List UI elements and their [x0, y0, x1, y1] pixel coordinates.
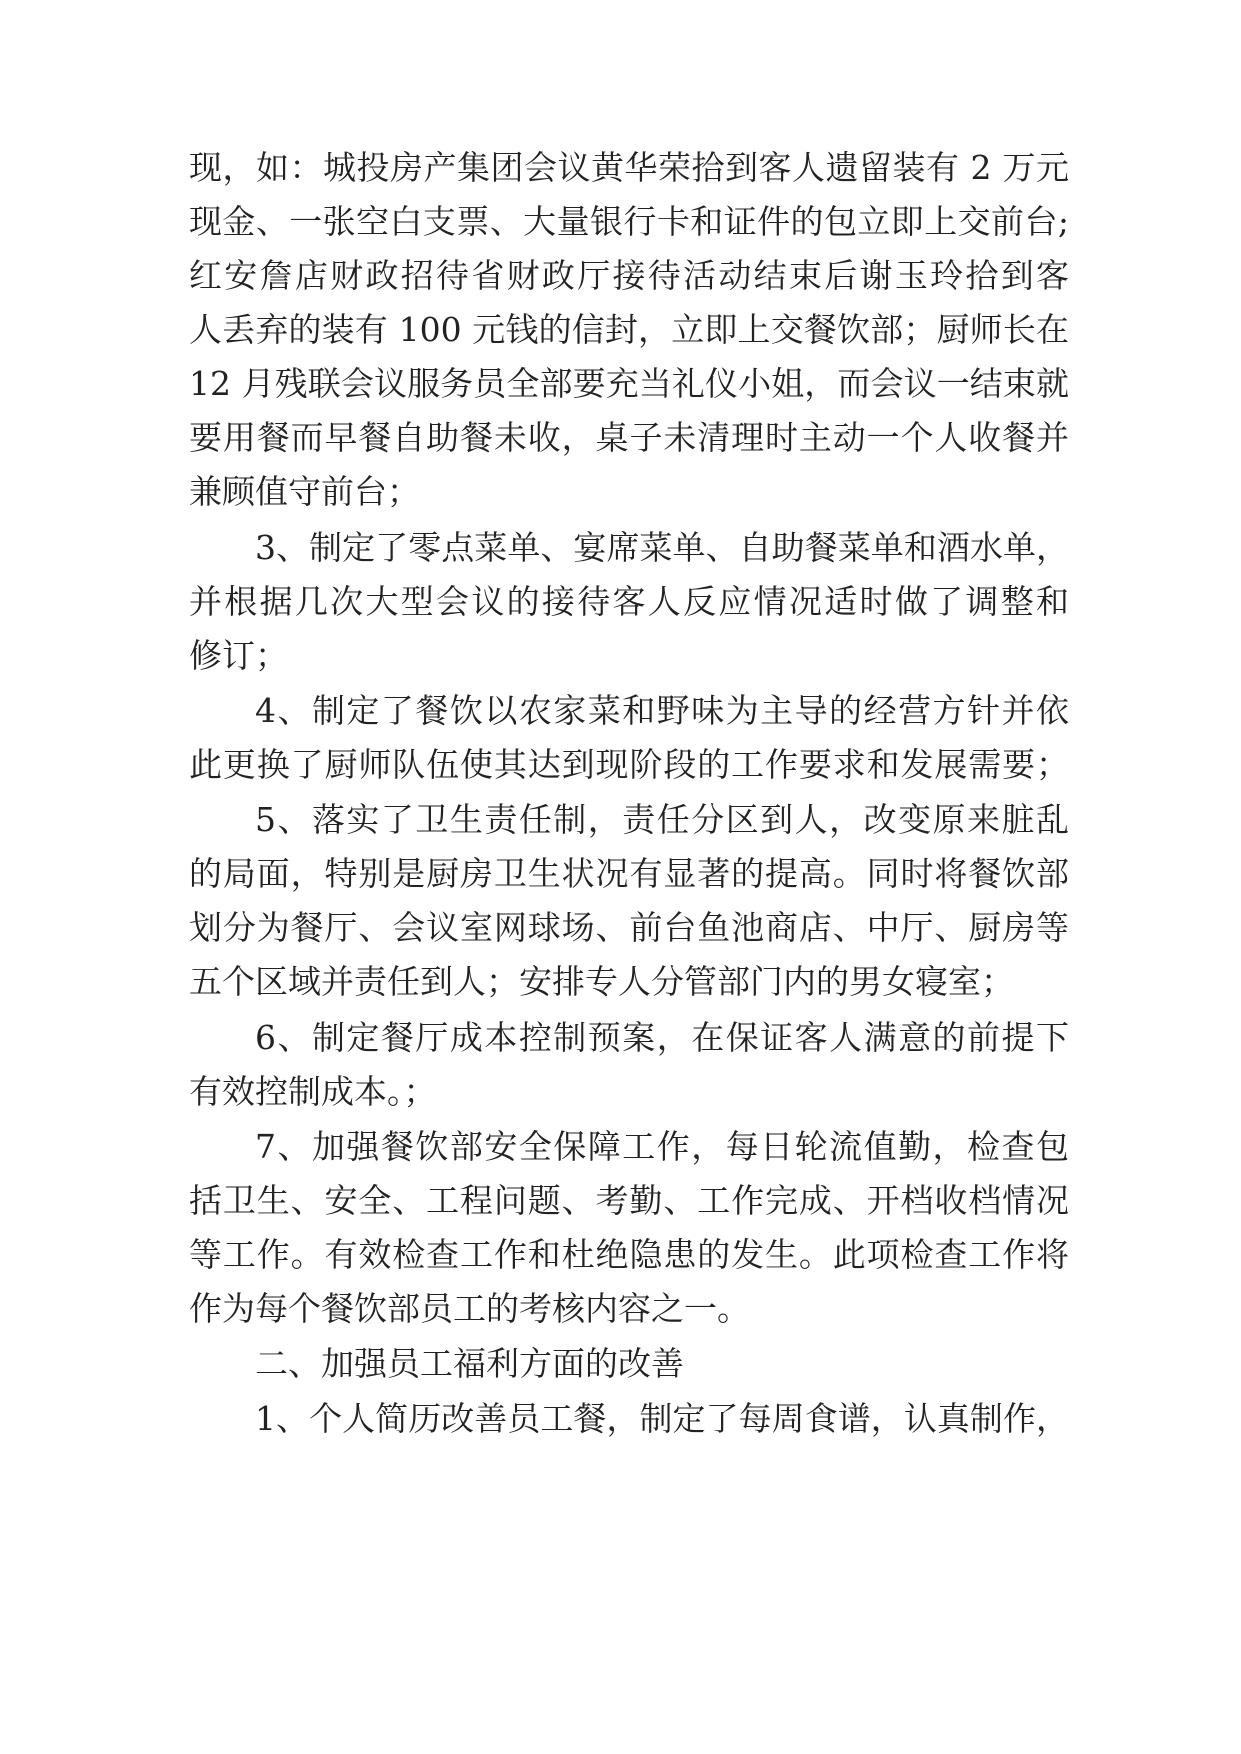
text-line: 并根据几次大型会议的接待客人反应情况适时做了调整和 — [189, 582, 1069, 621]
paragraph-6-line: 6、制定餐厅成本控制预案，在保证客人满意的前提下 — [255, 1018, 1069, 1057]
text-line: 括卫生、安全、工程问题、考勤、工作完成、开档收档情况 — [189, 1181, 1069, 1220]
text-line: 现，如：城投房产集团会议黄华荣拾到客人遗留装有 2 万元 — [189, 148, 1069, 187]
paragraph-3-line: 3、制定了零点菜单、宴席菜单、自助餐菜单和酒水单， — [255, 528, 1069, 567]
text-line: 等工作。有效检查工作和杜绝隐患的发生。此项检查工作将 — [189, 1235, 1069, 1274]
text-line: 的局面，特别是厨房卫生状况有显著的提高。同时将餐饮部 — [189, 854, 1069, 893]
paragraph-1-line: 1、个人简历改善员工餐，制定了每周食谱，认真制作， — [255, 1399, 1069, 1438]
text-line: 此更换了厨师队伍使其达到现阶段的工作要求和发展需要； — [189, 745, 1069, 784]
text-line: 划分为餐厅、会议室网球场、前台鱼池商店、中厅、厨房等 — [189, 908, 1069, 947]
text-line: 12 月残联会议服务员全部要充当礼仪小姐，而会议一结束就 — [189, 364, 1069, 403]
paragraph-5-line: 5、落实了卫生责任制，责任分区到人，改变原来脏乱 — [255, 800, 1069, 839]
paragraph-7-line: 7、加强餐饮部安全保障工作，每日轮流值勤，检查包 — [255, 1127, 1069, 1166]
paragraph-4-line: 4、制定了餐饮以农家菜和野味为主导的经营方针并依 — [255, 691, 1069, 730]
text-line: 人丢弃的装有 100 元钱的信封，立即上交餐饮部；厨师长在 — [189, 310, 1069, 349]
section-heading: 二、加强员工福利方面的改善 — [255, 1344, 684, 1383]
text-line: 要用餐而早餐自助餐未收，桌子未清理时主动一个人收餐并 — [189, 418, 1069, 457]
text-line: 修订； — [189, 636, 288, 675]
text-line: 红安詹店财政招待省财政厅接待活动结束后谢玉玲拾到客 — [189, 256, 1069, 295]
text-line: 作为每个餐饮部员工的考核内容之一。 — [189, 1289, 750, 1328]
text-line: 有效控制成本。； — [189, 1072, 437, 1111]
text-line: 现金、一张空白支票、大量银行卡和证件的包立即上交前台; — [189, 202, 1069, 241]
text-line: 五个区域并责任到人；安排专人分管部门内的男女寝室； — [189, 962, 1014, 1001]
text-line: 兼顾值守前台； — [189, 472, 420, 511]
